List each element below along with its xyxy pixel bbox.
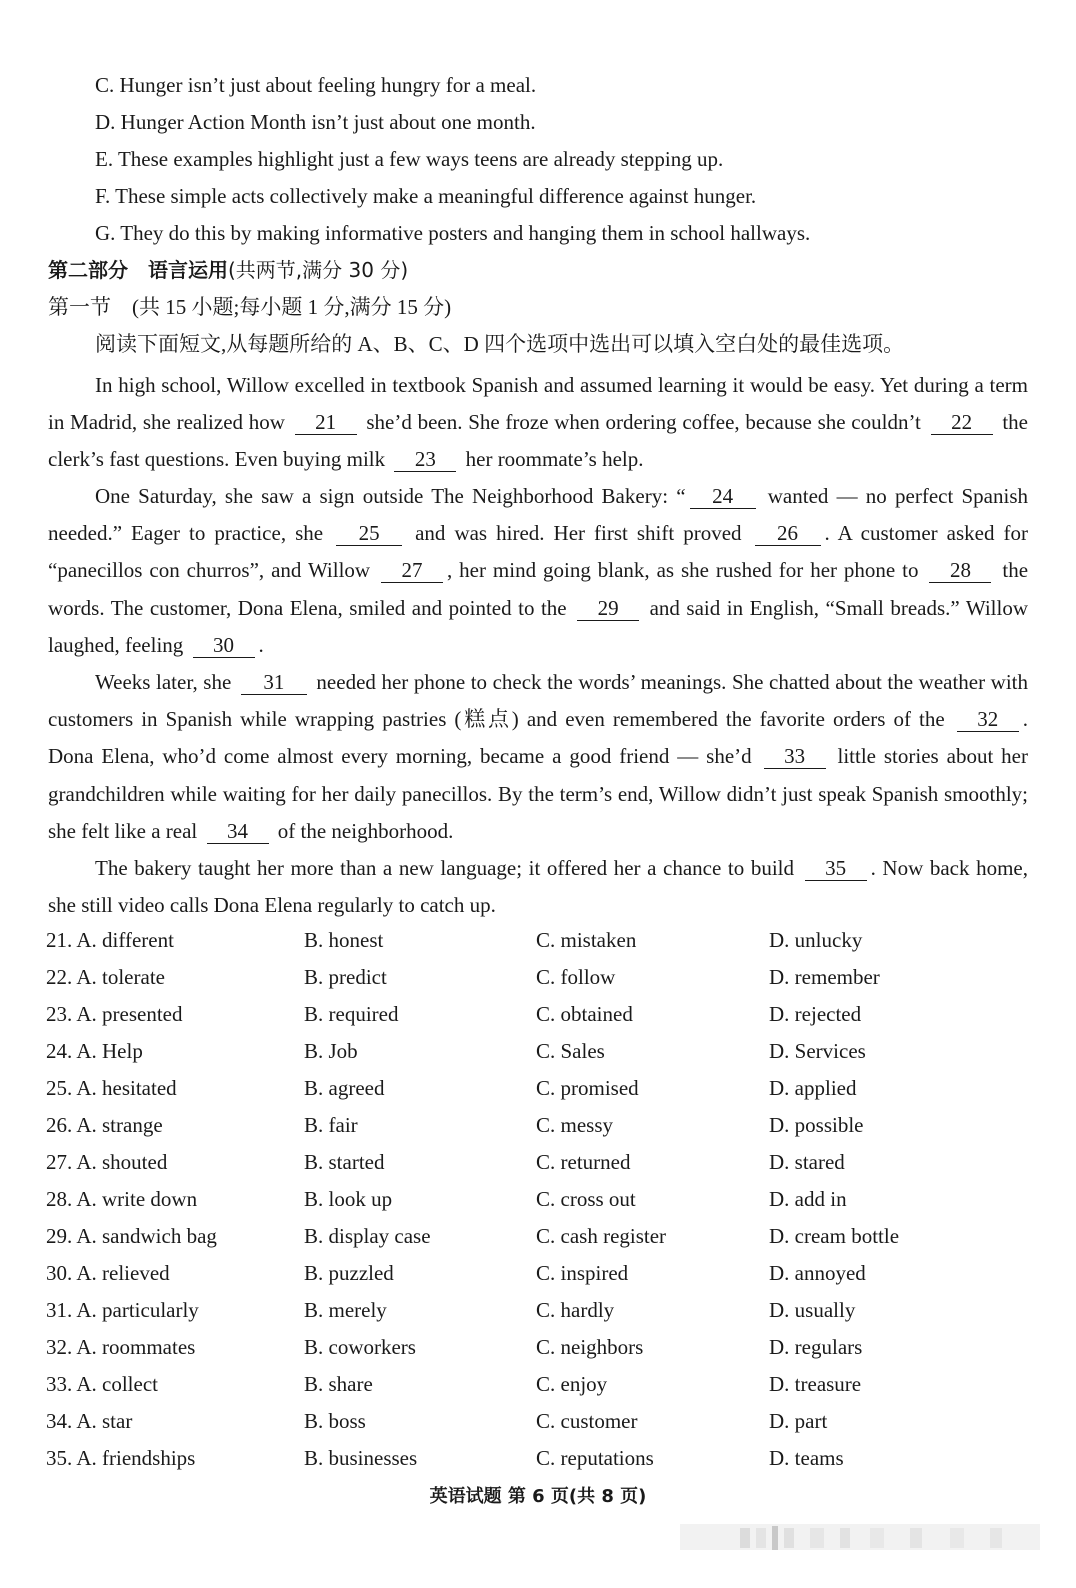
question-33-option-a	[46, 1369, 158, 1399]
passage-text: . Dona Elena, who’d come almost every morning, became a good friend — she’d	[48, 707, 1028, 769]
option-a: A. collect	[76, 1372, 158, 1396]
option-a: A. sandwich bag	[76, 1224, 217, 1248]
question-number: 23.	[46, 1002, 73, 1026]
part-two-title: 第二部分 语言运用	[48, 258, 228, 282]
watermark-graphic	[680, 1520, 1040, 1554]
question-31-option-b: B. merely	[304, 1298, 387, 1322]
question-27-option-d: D. stared	[769, 1150, 845, 1174]
question-29-option-d: D. cream bottle	[769, 1224, 900, 1248]
question-24-option-d: D. Services	[769, 1039, 866, 1063]
question-row-34	[46, 1406, 1036, 1436]
blank-34: 34	[207, 819, 269, 844]
passage-text: she’d been. She froze when ordering coffee, because she couldn’t	[360, 410, 927, 435]
question-number: 29.	[46, 1224, 73, 1248]
question-26-option-d: D. possible	[769, 1113, 864, 1137]
question-28-option-c: C. cross out	[536, 1187, 636, 1211]
question-33-option-c: C. enjoy	[536, 1372, 608, 1396]
question-number: 25.	[46, 1076, 73, 1100]
question-35-option-c: C. reputations	[536, 1446, 654, 1470]
question-23-option-d: D. rejected	[769, 1002, 862, 1026]
passage-paragraph-3	[48, 664, 1028, 850]
question-31-option-c: C. hardly	[536, 1298, 615, 1322]
option-a: A. hesitated	[76, 1076, 177, 1100]
question-row-30	[46, 1258, 1036, 1288]
question-22-option-c: C. follow	[536, 965, 616, 989]
prev-option-e: E. These examples highlight just a few ways teens are already stepping up.	[95, 147, 724, 171]
question-22-option-b: B. predict	[304, 965, 387, 989]
passage-text: . Now back home, she still video calls Dona Elena regularly to catch up.	[48, 856, 1028, 918]
question-27-option-c: C. returned	[536, 1150, 631, 1174]
question-29-option-c: C. cash register	[536, 1224, 667, 1248]
question-number: 26.	[46, 1113, 73, 1137]
blank-32: 32	[957, 707, 1019, 732]
blank-31: 31	[241, 670, 307, 695]
question-23-option-b: B. required	[304, 1002, 399, 1026]
passage-text: . A customer asked for “panecillos con churros”, and Willow	[48, 521, 1028, 583]
question-24-option-c: C. Sales	[536, 1039, 605, 1063]
question-23-option-a	[46, 999, 182, 1029]
question-number: 21.	[46, 928, 73, 952]
question-number: 22.	[46, 965, 73, 989]
passage-text: and was hired. Her first shift proved	[406, 521, 751, 546]
question-30-option-d: D. annoyed	[769, 1261, 866, 1285]
question-25-option-b: B. agreed	[304, 1076, 385, 1100]
question-28-option-b: B. look up	[304, 1187, 393, 1211]
passage-text: of the neighborhood.	[272, 818, 454, 843]
question-row-23	[46, 999, 1036, 1029]
question-number: 24.	[46, 1039, 73, 1063]
question-row-26	[46, 1110, 1036, 1140]
question-28-option-a	[46, 1184, 197, 1214]
question-row-21	[46, 925, 1036, 955]
blank-30: 30	[193, 633, 255, 658]
prev-option-f: F. These simple acts collectively make a meaningful difference against hunger.	[95, 184, 757, 208]
passage-text: One Saturday, she saw a sign outside The Neighborhood Bakery: “	[95, 484, 686, 508]
question-24-option-b: B. Job	[304, 1039, 358, 1063]
question-number: 31.	[46, 1298, 73, 1322]
blank-22: 22	[931, 410, 993, 435]
option-a: A. friendships	[76, 1446, 196, 1470]
blank-28: 28	[929, 558, 991, 583]
question-21-option-b: B. honest	[304, 928, 384, 952]
question-21-option-a	[46, 925, 174, 955]
question-number: 28.	[46, 1187, 73, 1211]
instruction: 阅读下面短文,从每题所给的 A、B、C、D 四个选项中选出可以填入空白处的最佳选项。	[95, 332, 905, 356]
question-26-option-a	[46, 1110, 163, 1140]
passage-paragraph-1	[48, 367, 1028, 479]
question-23-option-c: C. obtained	[536, 1002, 633, 1026]
option-a: A. star	[76, 1409, 133, 1433]
passage-paragraph-2	[48, 478, 1028, 664]
question-33-option-b: B. share	[304, 1372, 373, 1396]
page-footer: 英语试题 第 6 页(共 8 页)	[429, 1486, 647, 1507]
question-34-option-b: B. boss	[304, 1409, 366, 1433]
question-30-option-a	[46, 1258, 170, 1288]
question-29-option-a	[46, 1221, 217, 1251]
question-row-33	[46, 1369, 1036, 1399]
option-a: A. roommates	[76, 1335, 196, 1359]
option-a: A. strange	[76, 1113, 163, 1137]
option-a: A. presented	[76, 1002, 183, 1026]
blank-29: 29	[577, 596, 639, 621]
question-row-32	[46, 1332, 1036, 1362]
passage-paragraph-4	[48, 850, 1028, 924]
question-row-27	[46, 1147, 1036, 1177]
blank-33: 33	[764, 744, 826, 769]
passage-text: little stories about her grandchildren while waiting for her daily panecillos. By the term’s end, Willow didn’t just speak Spanish smoothly; she felt like a real	[48, 744, 1028, 843]
question-34-option-a	[46, 1406, 132, 1436]
blank-23: 23	[394, 447, 456, 472]
passage-text: wanted — no perfect Spanish needed.” Eager to practice, she	[48, 484, 1028, 546]
passage-text: her roommate’s help.	[460, 447, 644, 472]
blank-24: 24	[690, 484, 756, 509]
question-32-option-b: B. coworkers	[304, 1335, 416, 1359]
question-33-option-d: D. treasure	[769, 1372, 862, 1396]
passage-text: the clerk’s fast questions. Even buying milk	[48, 410, 1029, 472]
question-row-25	[46, 1073, 1036, 1103]
question-27-option-b: B. started	[304, 1150, 385, 1174]
question-35-option-b: B. businesses	[304, 1446, 418, 1470]
question-row-31	[46, 1295, 1036, 1325]
question-row-22	[46, 962, 1036, 992]
question-21-option-d: D. unlucky	[769, 928, 863, 952]
question-25-option-c: C. promised	[536, 1076, 639, 1100]
question-22-option-a	[46, 962, 165, 992]
blank-21: 21	[295, 410, 357, 435]
part-two-subtitle: (共两节,满分 30 分)	[228, 258, 409, 282]
option-a: A. relieved	[76, 1261, 170, 1285]
passage-text: In high school, Willow excelled in textbook Spanish and assumed learning it would be easy. Yet during a term in Madrid, she realized how	[48, 373, 1028, 435]
question-25-option-a	[46, 1073, 177, 1103]
question-row-24	[46, 1036, 1036, 1066]
blank-26: 26	[755, 521, 821, 546]
question-number: 30.	[46, 1261, 73, 1285]
option-a: A. tolerate	[76, 965, 165, 989]
question-30-option-b: B. puzzled	[304, 1261, 394, 1285]
question-35-option-d: D. teams	[769, 1446, 844, 1470]
question-26-option-c: C. messy	[536, 1113, 614, 1137]
blank-25: 25	[336, 521, 402, 546]
question-28-option-d: D. add in	[769, 1187, 847, 1211]
blank-27: 27	[381, 558, 443, 583]
question-34-option-d: D. part	[769, 1409, 828, 1433]
option-a: A. shouted	[76, 1150, 168, 1174]
question-24-option-a	[46, 1036, 143, 1066]
question-26-option-b: B. fair	[304, 1113, 358, 1137]
passage-text: Weeks later, she	[95, 670, 237, 694]
question-25-option-d: D. applied	[769, 1076, 857, 1100]
question-32-option-a	[46, 1332, 195, 1362]
question-31-option-d: D. usually	[769, 1298, 856, 1322]
question-22-option-d: D. remember	[769, 965, 880, 989]
question-29-option-b: B. display case	[304, 1224, 431, 1248]
question-row-35	[46, 1443, 1036, 1473]
passage-text: and said in English, “Small breads.” Willow laughed, feeling	[48, 595, 1029, 657]
question-31-option-a	[46, 1295, 199, 1325]
option-a: A. particularly	[76, 1298, 199, 1322]
prev-option-c: C. Hunger isn’t just about feeling hungry for a meal.	[95, 73, 537, 97]
passage-text: .	[258, 632, 264, 657]
part-two-heading	[48, 255, 408, 285]
passage-text: , her mind going blank, as she rushed for her phone to	[447, 558, 926, 583]
question-number: 32.	[46, 1335, 73, 1359]
passage-text: The bakery taught her more than a new language; it offered her a chance to build	[95, 856, 801, 880]
prev-option-d: D. Hunger Action Month isn’t just about one month.	[95, 110, 536, 134]
question-number: 33.	[46, 1372, 73, 1396]
question-row-28	[46, 1184, 1036, 1214]
question-32-option-c: C. neighbors	[536, 1335, 644, 1359]
blank-35: 35	[805, 856, 867, 881]
prev-option-g: G. They do this by making informative posters and hanging them in school hallways.	[95, 221, 811, 245]
question-21-option-c: C. mistaken	[536, 928, 637, 952]
question-30-option-c: C. inspired	[536, 1261, 629, 1285]
section-one-heading: 第一节 (共 15 小题;每小题 1 分,满分 15 分)	[48, 295, 452, 319]
passage-text: needed her phone to check the words’ meanings. She chatted about the weather with customers in Spanish while wrapping pastries (糕点) and even remembered the favorite orders of the	[48, 670, 1029, 732]
question-32-option-d: D. regulars	[769, 1335, 863, 1359]
option-a: A. Help	[76, 1039, 143, 1063]
option-a: A. different	[76, 928, 174, 952]
question-35-option-a	[46, 1443, 195, 1473]
option-a: A. write down	[76, 1187, 198, 1211]
question-27-option-a	[46, 1147, 167, 1177]
passage-text: the words. The customer, Dona Elena, smiled and pointed to the	[48, 558, 1029, 620]
question-number: 35.	[46, 1446, 73, 1470]
question-number: 27.	[46, 1150, 73, 1174]
question-number: 34.	[46, 1409, 73, 1433]
question-row-29	[46, 1221, 1036, 1251]
question-34-option-c: C. customer	[536, 1409, 638, 1433]
